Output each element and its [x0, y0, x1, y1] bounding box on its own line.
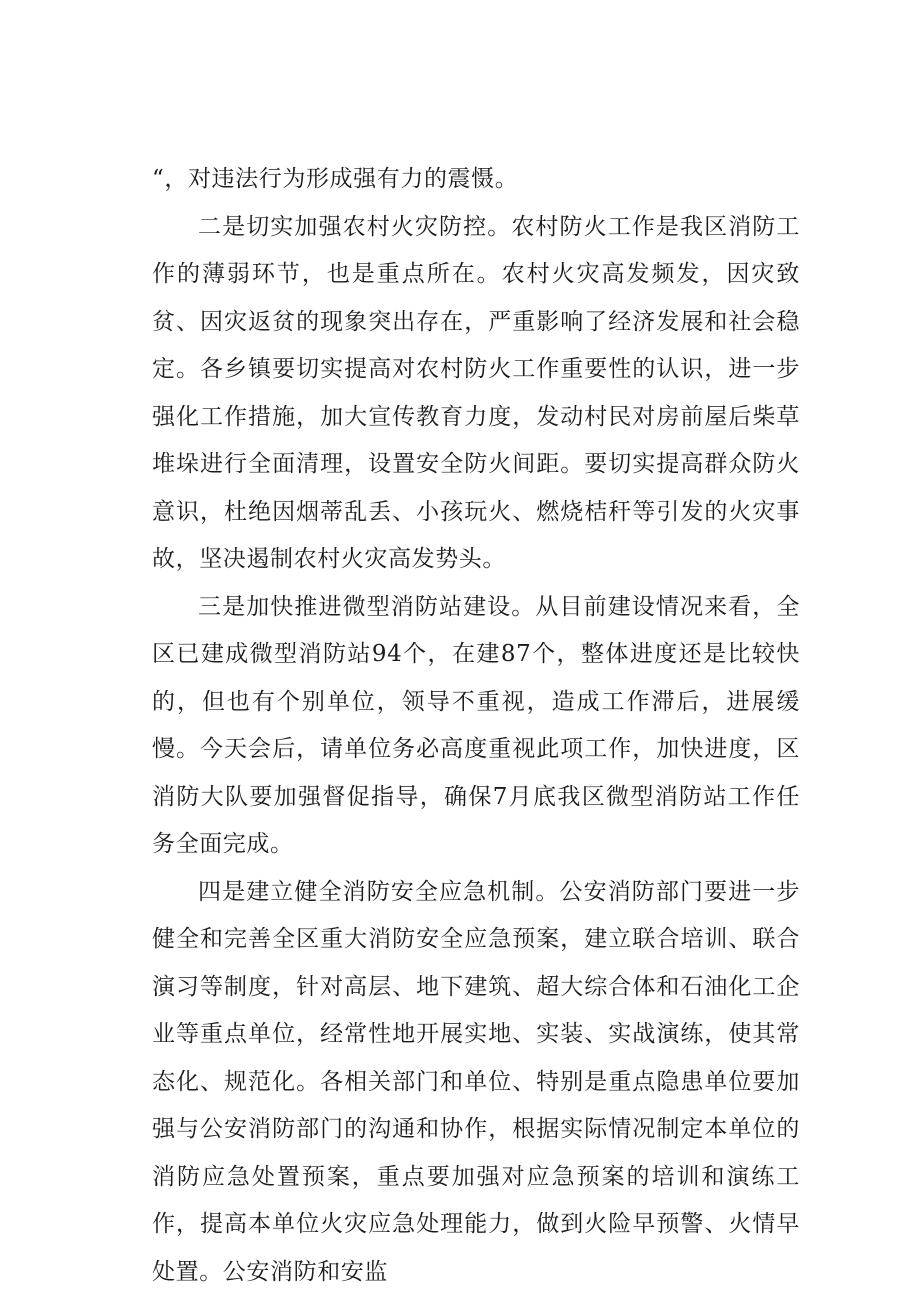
paragraph-micro-fire-station: 三是加快推进微型消防站建设。从目前建设情况来看，全区已建成微型消防站94个，在建87个，整体进度还是比较快的，但也有个别单位，领导不重视，造成工作滞后，进展缓慢。今天会后，请单位务必高度重视此项工作，加快进度，区消防大队要加强督促指导，确保7月底我区微型消防站工作任务全面完成。	[152, 593, 800, 857]
paragraph-continuation: “，对违法行为形成强有力的震慑。	[152, 166, 519, 192]
paragraph-rural-fire-control: 二是切实加强农村火灾防控。农村防火工作是我区消防工作的薄弱环节，也是重点所在。农村火灾高发频发，因灾致贫、因灾返贫的现象突出存在，严重影响了经济发展和社会稳定。各乡镇要切实提高对农村防火工作重要性的认识，进一步强化工作措施，加大宣传教育力度，发动村民对房前屋后柴草堆垛进行全面清理，设置安全防火间距。要切实提高群众防火意识，杜绝因烟蒂乱丢、小孩玩火、燃烧桔秆等引发的火灾事故，坚决遏制农村火灾高发势头。	[152, 213, 800, 572]
paragraph-emergency-mechanism: 四是建立健全消防安全应急机制。公安消防部门要进一步健全和完善全区重大消防安全应急预案，建立联合培训、联合演习等制度，针对高层、地下建筑、超大综合体和石油化工企业等重点单位，经常性地开展实地、实装、实战演练，使其常态化、规范化。各相关部门和单位、特别是重点隐患单位要加强与公安消防部门的沟通和协作，根据实际情况制定本单位的消防应急处置预案，重点要加强对应急预案的培训和演练工作，提高本单位火灾应急处理能力，做到火险早预警、火情早处置。公安消防和安监	[152, 878, 800, 1285]
document-body	[152, 156, 800, 1296]
